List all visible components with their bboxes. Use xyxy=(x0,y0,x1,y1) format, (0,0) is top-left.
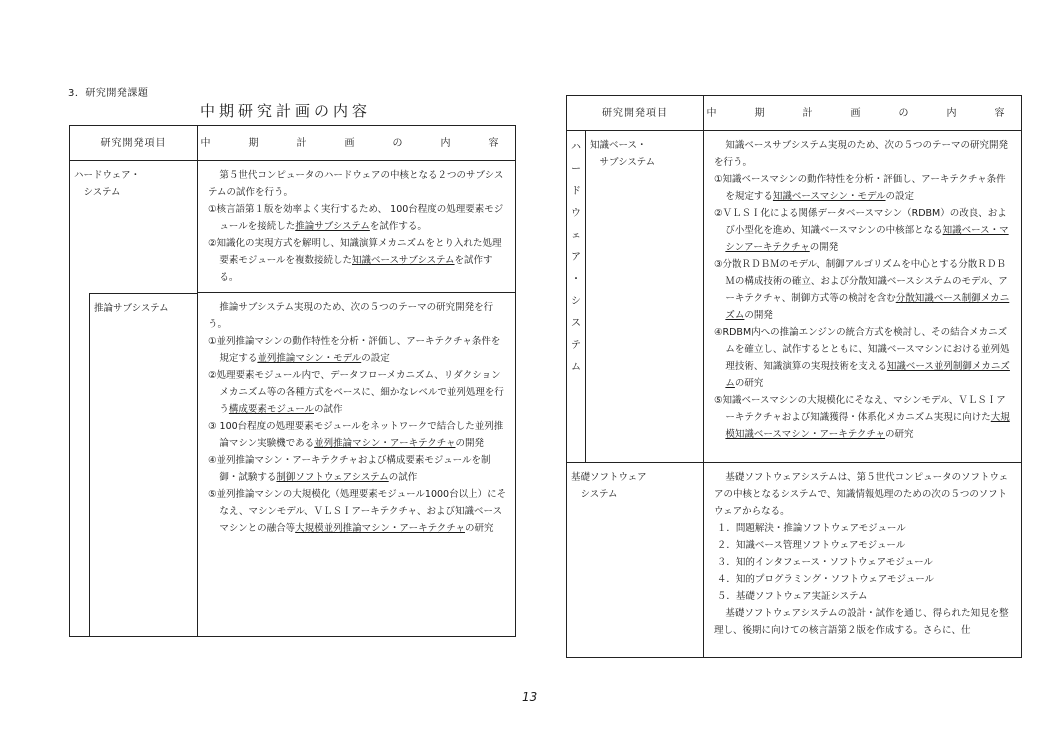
vertical-hardware-system-label: ハ ー ド ウ ェ ア ・ シ ス テ ム xyxy=(567,131,586,462)
label-line: ハードウェア・ xyxy=(74,170,141,181)
list-item: ②処理要素モジュール内で、データフローメカニズム、リダクションメカニズム等の各種方式をベースに、細かなレベルで並列処理を行う構成要素モジュールの試作 xyxy=(208,370,504,415)
list-item: ⑤並列推論マシンの大規模化（処理要素モジュール1000台以上）にそなえ、マシンモデル、ＶＬＳＩアーキテクチャ、および知識ベースマシンとの融合等大規模並列推論マシン・アーキテクチャの研究 xyxy=(208,489,507,534)
knowledge-base-subsystem-cell xyxy=(567,131,704,463)
basic-software-system-label: 基礎ソフトウェア システム xyxy=(567,463,704,658)
section-heading: 3．研究開発課題 xyxy=(68,88,149,99)
page-title: 中期研究計画の内容 xyxy=(200,102,372,120)
list-item: ⑤知識ベースマシンの大規模化にそなえ、マシンモデル、ＶＬＳＩアーキテクチャおよび知識獲得・体系化メカニズム実現に向けた大規模知識ベースマシン・アーキテクチャの研究 xyxy=(714,395,1010,440)
right-plan-table xyxy=(566,95,1022,658)
intro-text: 第５世代コンピュータのハードウェアの中核となる２つのサブシステムの試作を行う。 xyxy=(208,170,504,198)
page-number: 13 xyxy=(522,690,538,704)
list-item: １．問題解決・推論ソフトウェアモジュール xyxy=(716,523,906,534)
hardware-system-content xyxy=(198,161,516,293)
list-item: ④RDBM内への推論エンジンの統合方式を検討し、その結合メカニズムを確立し、試作するとともに、知識ベースマシンにおける並列処理技術、知識演算の実現技術を支える知識ベース並列制御メカニズムの研究 xyxy=(714,327,1010,389)
hardware-system-label xyxy=(70,161,198,293)
list-item: ③ 100台程度の処理要素モジュールをネットワークで結合した並列推論マシン実験機である並列推論マシン・アーキテクチャの開発 xyxy=(208,421,504,449)
label-line: システム xyxy=(74,187,121,198)
inference-subsystem-label: 推論サブシステム xyxy=(89,293,197,637)
inference-subsystem-cell xyxy=(70,293,198,637)
list-item: ②知識化の実現方式を解明し、知識演算メカニズムをとり入れた処理要素モジュールを複数接続した知識ベースサブシステムを試作する。 xyxy=(208,238,502,283)
list-item: ２．知識ベース管理ソフトウェアモジュール xyxy=(716,540,906,551)
outro-text: 基礎ソフトウェアシステムの設計・試作を通じ、得られた知見を整理し、後期に向けての核言語第２版を作成する。さらに、仕 xyxy=(714,608,1009,636)
left-header-item: 研究開発項目 xyxy=(70,126,198,161)
list-item: ３．知的インタフェース・ソフトウェアモジュール xyxy=(716,557,933,568)
intro-text: 推論サブシステム実現のため、次の５つのテーマの研究開発を行う。 xyxy=(208,302,494,330)
list-item: ５．基礎ソフトウェア実証システム xyxy=(716,591,868,602)
list-item: ①核言語第１版を効率よく実行するため、 100台程度の処理要素モジュールを接続した推論サブシステムを試作する。 xyxy=(208,204,504,232)
list-item: ②ＶＬＳＩ化による関係データベースマシン（RDBM）の改良、および小型化を進め、知識ベースマシンの中核部となる知識ベース・マシンアーキテクチャの開発 xyxy=(714,208,1009,253)
left-plan-table xyxy=(69,125,516,637)
list-item: ①知識ベースマシンの動作特性を分析・評価し、アーキテクチャ条件を規定する知識ベースマシン・モデルの設定 xyxy=(714,174,1006,202)
basic-software-system-content xyxy=(704,463,1022,658)
inference-subsystem-content xyxy=(198,293,516,637)
list-item: ④並列推論マシン・アーキテクチャおよび構成要素モジュールを制御・試験する制御ソフトウェアシステムの試作 xyxy=(208,455,491,483)
left-header-content: 中 期 計 画 の 内 容 xyxy=(198,126,516,161)
list-item: ③分散ＲＤＢＭのモデル、制御アルゴリズムを中心とする分散ＲＤＢＭの構成技術の確立、および分散知識ベースシステムのモデル、アーキテクチャ、制御方式等の検討を含む分散知識ベース制御メカニズムの開発 xyxy=(714,259,1010,321)
right-header-content: 中 期 計 画 の 内 容 xyxy=(704,96,1022,131)
list-item: ①並列推論マシンの動作特性を分析・評価し、アーキテクチャ条件を規定する並列推論マシン・モデルの設定 xyxy=(208,336,501,364)
intro-text: 知識ベースサブシステム実現のため、次の５つのテーマの研究開発を行う。 xyxy=(714,140,1009,168)
intro-text: 基礎ソフトウェアシステムは、第５世代コンピュータのソフトウェアの中核となるシステムで、知識情報処理のための次の５つのソフトウェアからなる。 xyxy=(714,472,1009,517)
knowledge-base-subsystem-content xyxy=(704,131,1022,463)
right-header-item: 研究開発項目 xyxy=(567,96,704,131)
list-item: ４．知的プログラミング・ソフトウェアモジュール xyxy=(716,574,935,585)
knowledge-base-subsystem-label: 知識ベース・ サブシステム xyxy=(590,140,656,168)
